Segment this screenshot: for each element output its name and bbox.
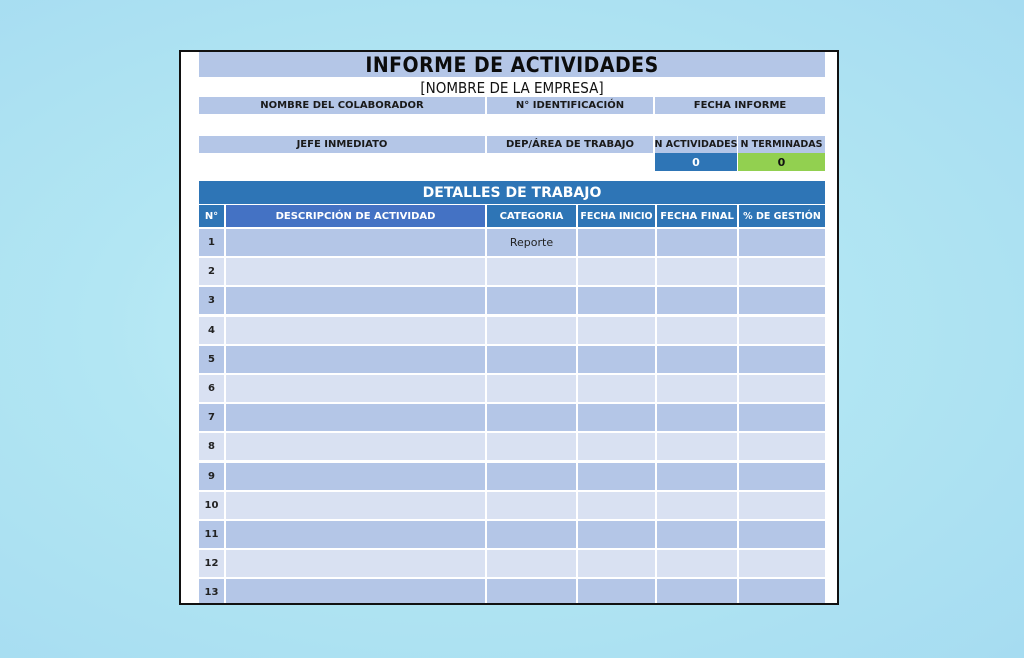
row-progress[interactable] [739,492,825,519]
row-end-date[interactable] [657,492,737,519]
row-category[interactable] [487,579,576,605]
row-number: 10 [199,492,224,519]
row-start-date[interactable] [578,550,655,577]
row-description[interactable] [226,229,485,256]
activities-count-value: 0 [655,153,737,171]
activity-report-sheet [179,50,839,605]
row-end-date[interactable] [657,579,737,605]
row-category[interactable] [487,317,576,344]
row-progress[interactable] [739,433,825,460]
row-number: 5 [199,346,224,373]
identification-field[interactable] [487,114,653,136]
row-progress[interactable] [739,579,825,605]
row-end-date[interactable] [657,433,737,460]
row-category[interactable] [487,521,576,548]
row-progress[interactable] [739,346,825,373]
row-description[interactable] [226,258,485,285]
row-number: 9 [199,463,224,490]
row-start-date[interactable] [578,346,655,373]
col-header-number: N° [199,205,224,227]
col-header-description: DESCRIPCIÓN DE ACTIVIDAD [226,205,485,227]
report-title: INFORME DE ACTIVIDADES [199,52,825,77]
row-progress[interactable] [739,317,825,344]
row-start-date[interactable] [578,433,655,460]
boss-field[interactable] [199,153,485,171]
row-end-date[interactable] [657,404,737,431]
row-category[interactable] [487,492,576,519]
row-number: 3 [199,287,224,314]
row-description[interactable] [226,375,485,402]
row-end-date[interactable] [657,550,737,577]
row-number: 1 [199,229,224,256]
row-category[interactable]: Reporte [487,229,576,256]
row-start-date[interactable] [578,375,655,402]
row-start-date[interactable] [578,463,655,490]
row-start-date[interactable] [578,521,655,548]
row-start-date[interactable] [578,492,655,519]
row-category[interactable] [487,404,576,431]
row-progress[interactable] [739,550,825,577]
row-start-date[interactable] [578,258,655,285]
boss-label: JEFE INMEDIATO [199,136,485,153]
row-progress[interactable] [739,463,825,490]
row-description[interactable] [226,550,485,577]
col-header-category: CATEGORIA [487,205,576,227]
row-progress[interactable] [739,258,825,285]
row-progress[interactable] [739,375,825,402]
row-description[interactable] [226,579,485,605]
row-number: 13 [199,579,224,605]
row-number: 7 [199,404,224,431]
collaborator-field[interactable] [199,114,485,136]
row-end-date[interactable] [657,463,737,490]
row-category[interactable] [487,375,576,402]
row-end-date[interactable] [657,375,737,402]
row-category[interactable] [487,433,576,460]
row-description[interactable] [226,433,485,460]
row-start-date[interactable] [578,579,655,605]
row-description[interactable] [226,521,485,548]
row-category[interactable] [487,463,576,490]
company-name[interactable]: [NOMBRE DE LA EMPRESA] [420,78,604,97]
activities-count-label: N ACTIVIDADES [655,136,737,153]
row-category[interactable] [487,346,576,373]
row-number: 8 [199,433,224,460]
row-description[interactable] [226,317,485,344]
row-end-date[interactable] [657,521,737,548]
row-end-date[interactable] [657,346,737,373]
finished-count-value: 0 [738,153,825,171]
row-number: 6 [199,375,224,402]
row-number: 4 [199,317,224,344]
row-progress[interactable] [739,229,825,256]
row-start-date[interactable] [578,287,655,314]
row-description[interactable] [226,404,485,431]
row-end-date[interactable] [657,287,737,314]
row-category[interactable] [487,550,576,577]
row-progress[interactable] [739,404,825,431]
identification-label: N° IDENTIFICACIÓN [487,97,653,114]
row-description[interactable] [226,492,485,519]
row-number: 11 [199,521,224,548]
row-progress[interactable] [739,287,825,314]
report-date-field[interactable] [655,114,825,136]
report-date-label: FECHA INFORME [655,97,825,114]
col-header-start-date: FECHA INICIO [578,205,655,227]
collaborator-label: NOMBRE DEL COLABORADOR [199,97,485,114]
row-number: 2 [199,258,224,285]
row-start-date[interactable] [578,229,655,256]
row-category[interactable] [487,258,576,285]
row-end-date[interactable] [657,229,737,256]
row-description[interactable] [226,463,485,490]
row-start-date[interactable] [578,404,655,431]
col-header-progress: % DE GESTIÓN [739,205,825,227]
department-label: DEP/ÁREA DE TRABAJO [487,136,653,153]
work-details-band: DETALLES DE TRABAJO [199,181,825,204]
finished-count-label: N TERMINADAS [738,136,825,153]
row-start-date[interactable] [578,317,655,344]
department-field[interactable] [487,153,653,171]
row-description[interactable] [226,346,485,373]
row-end-date[interactable] [657,258,737,285]
row-category[interactable] [487,287,576,314]
row-progress[interactable] [739,521,825,548]
row-description[interactable] [226,287,485,314]
col-header-end-date: FECHA FINAL [657,205,737,227]
row-number: 12 [199,550,224,577]
row-end-date[interactable] [657,317,737,344]
